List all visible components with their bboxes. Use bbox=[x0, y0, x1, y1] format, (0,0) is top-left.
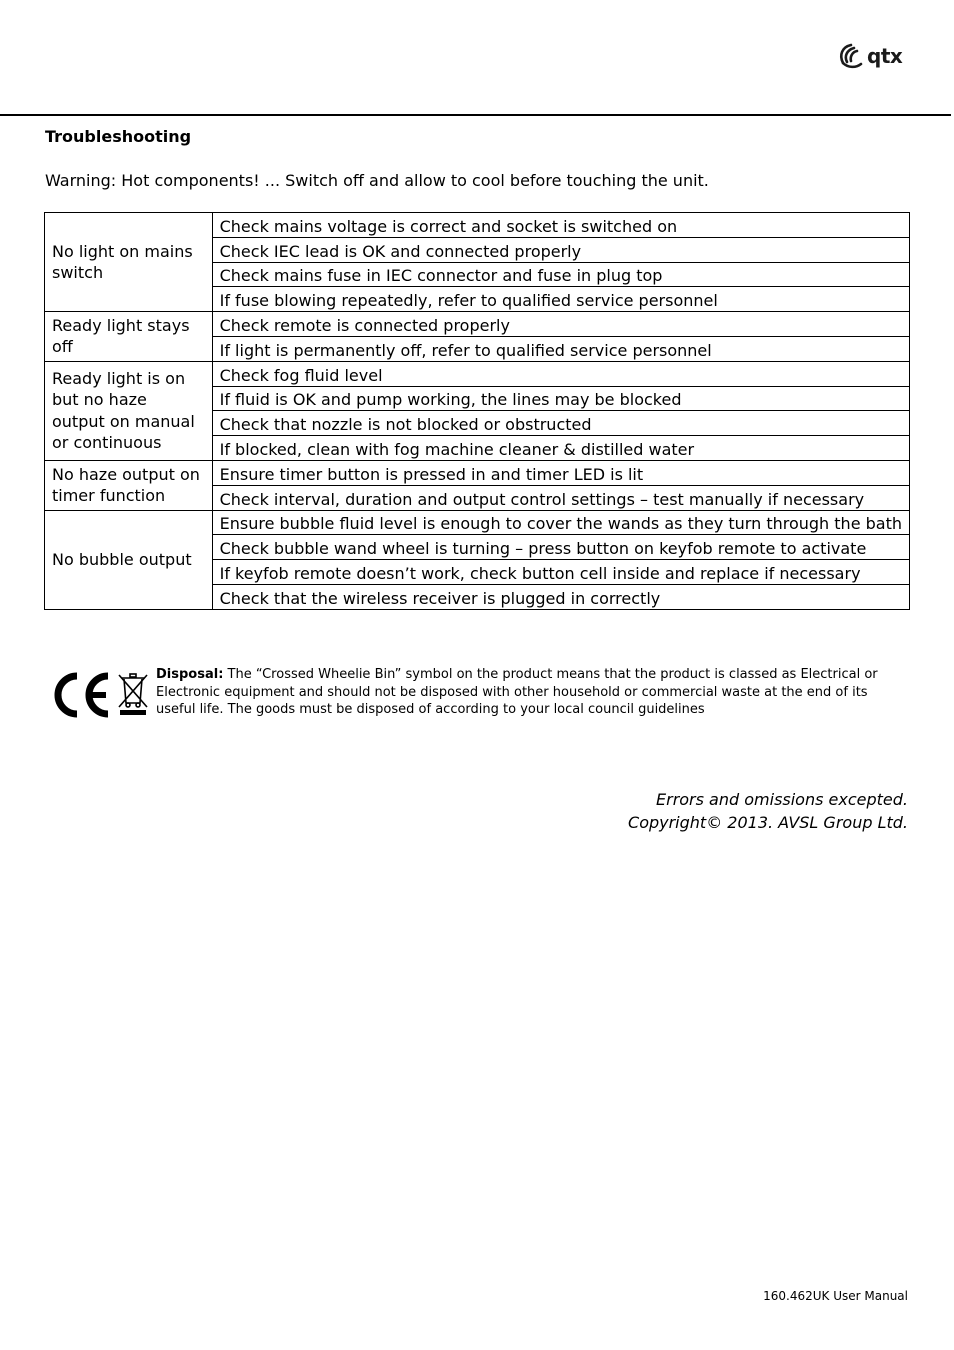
check-cell: If fluid is OK and pump working, the lines may be blocked bbox=[212, 386, 909, 411]
symptom-cell: Ready light stays off bbox=[45, 312, 213, 362]
manual-reference: 160.462UK User Manual bbox=[763, 1289, 908, 1303]
check-cell: If blocked, clean with fog machine cleaner & distilled water bbox=[212, 436, 909, 461]
check-cell: Check that the wireless receiver is plugged in correctly bbox=[212, 584, 909, 609]
header-divider bbox=[0, 114, 951, 116]
troubleshooting-table bbox=[44, 212, 910, 610]
errors-omissions-text: Errors and omissions excepted. bbox=[656, 790, 908, 809]
symptom-cell: No haze output on timer function bbox=[45, 460, 213, 510]
footer-note bbox=[628, 788, 908, 834]
copyright-text: Copyright© 2013. AVSL Group Ltd. bbox=[628, 813, 908, 832]
check-cell: If keyfob remote doesn’t work, check button cell inside and replace if necessary bbox=[212, 560, 909, 585]
table-row bbox=[45, 312, 910, 337]
table-row bbox=[45, 213, 910, 238]
symptom-cell: Ready light is on but no haze output on manual or continuous bbox=[45, 361, 213, 460]
check-cell: Check mains fuse in IEC connector and fuse in plug top bbox=[212, 262, 909, 287]
check-cell: Check mains voltage is correct and socket is switched on bbox=[212, 213, 909, 238]
check-cell: Check that nozzle is not blocked or obstructed bbox=[212, 411, 909, 436]
symptom-cell: No bubble output bbox=[45, 510, 213, 609]
check-cell: If fuse blowing repeatedly, refer to qualified service personnel bbox=[212, 287, 909, 312]
table-row bbox=[45, 460, 910, 485]
check-cell: Check IEC lead is OK and connected properly bbox=[212, 237, 909, 262]
check-cell: Check interval, duration and output control settings – test manually if necessary bbox=[212, 485, 909, 510]
check-cell: If light is permanently off, refer to qualified service personnel bbox=[212, 336, 909, 361]
section-title: Troubleshooting bbox=[45, 127, 192, 146]
disposal-notice bbox=[156, 666, 901, 719]
check-cell: Ensure bubble fluid level is enough to cover the wands as they turn through the bath bbox=[212, 510, 909, 535]
table-row bbox=[45, 510, 910, 535]
qtx-waves-icon bbox=[838, 42, 864, 70]
symptom-cell: No light on mains switch bbox=[45, 213, 213, 312]
check-cell: Check bubble wand wheel is turning – press button on keyfob remote to activate bbox=[212, 535, 909, 560]
ce-mark-icon bbox=[53, 672, 111, 718]
warning-text: Warning: Hot components! ... Switch off and allow to cool before touching the unit. bbox=[45, 171, 709, 190]
check-cell: Ensure timer button is pressed in and timer LED is lit bbox=[212, 460, 909, 485]
qtx-logo bbox=[838, 42, 902, 70]
check-cell: Check remote is connected properly bbox=[212, 312, 909, 337]
crossed-wheelie-bin-icon bbox=[117, 672, 149, 716]
disposal-label: Disposal: bbox=[156, 667, 224, 682]
check-cell: Check fog fluid level bbox=[212, 361, 909, 386]
disposal-text: The “Crossed Wheelie Bin” symbol on the product means that the product is classed as Electrical or Electronic equipment and should not be disposed with other household or commercial waste at the end of its useful life. The goods must be disposed of according to your local council guidelines bbox=[156, 667, 878, 718]
table-row bbox=[45, 361, 910, 386]
logo-text: qtx bbox=[867, 44, 903, 68]
